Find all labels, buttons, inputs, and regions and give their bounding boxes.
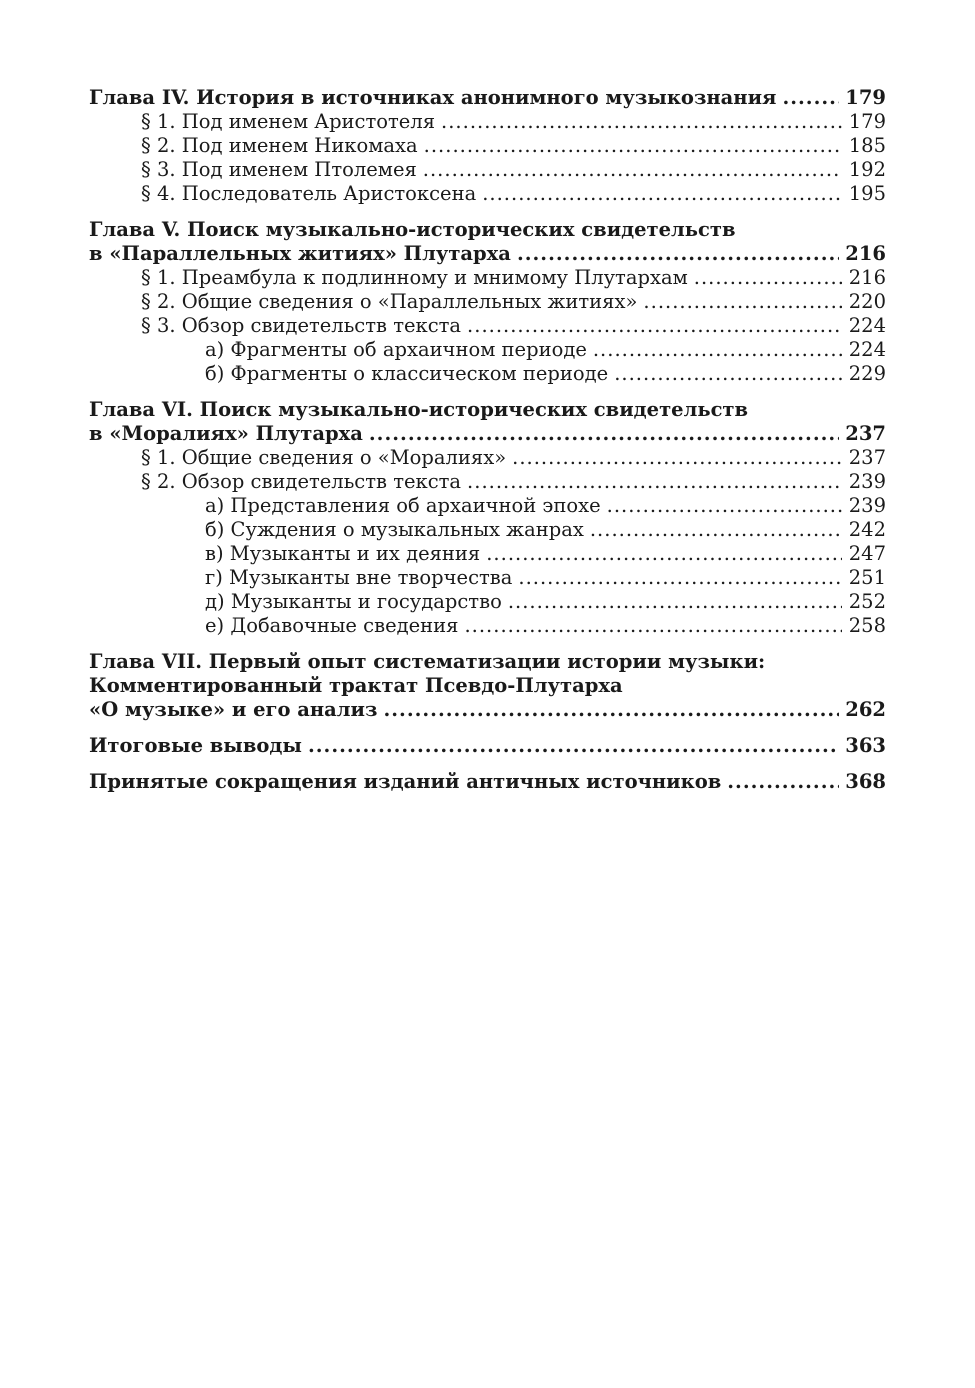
- section-entry: [89, 158, 886, 182]
- dot-leader: [607, 494, 842, 518]
- section-entry-title: § 2. Обзор свидетельств текста: [141, 470, 462, 493]
- page-number: 258: [848, 614, 886, 637]
- section-entry-title: § 3. Обзор свидетельств текста: [141, 314, 462, 337]
- dot-leader: [593, 338, 842, 362]
- subsection-entry-title: а) Представления об архаичной эпохе: [205, 494, 601, 517]
- subsection-entry: [89, 566, 886, 590]
- page-number: 185: [848, 134, 886, 157]
- dot-leader: [727, 770, 839, 794]
- chapter-title-line: Комментированный трактат Псевдо-Плутарха: [89, 674, 623, 697]
- chapter-title-line: Глава V. Поиск музыкально-исторических свидетельств: [89, 218, 736, 241]
- dot-leader: [508, 590, 842, 614]
- dot-leader: [424, 134, 842, 158]
- dot-leader: [369, 422, 839, 446]
- page-number: 262: [845, 698, 886, 721]
- dot-leader: [423, 158, 842, 182]
- page-number: 216: [848, 266, 886, 289]
- chapter-entry: [89, 242, 886, 266]
- page-number: 192: [848, 158, 886, 181]
- page-number: 237: [848, 446, 886, 469]
- subsection-entry-title: г) Музыканты вне творчества: [205, 566, 513, 589]
- subsection-entry-title: б) Фрагменты о классическом периоде: [205, 362, 609, 385]
- page-number: 179: [848, 110, 886, 133]
- chapter-title-line: Глава VII. Первый опыт систематизации истории музыки:: [89, 650, 766, 673]
- chapter-group: [89, 650, 886, 722]
- dot-leader: [643, 290, 842, 314]
- section-entry-title: § 1. Под именем Аристотеля: [141, 110, 436, 133]
- dot-leader: [467, 470, 842, 494]
- subsection-entry-title: б) Суждения о музыкальных жанрах: [205, 518, 584, 541]
- chapter-entry: [89, 770, 886, 794]
- dot-leader: [308, 734, 839, 758]
- dot-leader: [614, 362, 842, 386]
- subsection-entry: [89, 338, 886, 362]
- dot-leader: [441, 110, 842, 134]
- chapter-group: [89, 86, 886, 206]
- chapter-group: [89, 734, 886, 758]
- subsection-entry: [89, 494, 886, 518]
- section-entry-title: § 1. Общие сведения о «Моралиях»: [141, 446, 507, 469]
- section-entry: [89, 314, 886, 338]
- page-number: 220: [848, 290, 886, 313]
- chapter-entry-title: в «Параллельных житиях» Плутарха: [89, 242, 511, 265]
- page-number: 179: [845, 86, 886, 109]
- subsection-entry-title: е) Добавочные сведения: [205, 614, 459, 637]
- subsection-entry: [89, 542, 886, 566]
- dot-leader: [482, 182, 842, 206]
- chapter-entry-title: «О музыке» и его анализ: [89, 698, 378, 721]
- section-entry-title: § 2. Под именем Никомаха: [141, 134, 418, 157]
- page-number: 247: [848, 542, 886, 565]
- section-entry: [89, 446, 886, 470]
- chapter-entry: [89, 86, 886, 110]
- subsection-entry-title: а) Фрагменты об архаичном периоде: [205, 338, 587, 361]
- subsection-entry: [89, 590, 886, 614]
- page-number: 252: [848, 590, 886, 613]
- section-entry-title: § 3. Под именем Птолемея: [141, 158, 417, 181]
- chapter-group: [89, 218, 886, 386]
- section-entry: [89, 110, 886, 134]
- chapter-entry-title: в «Моралиях» Плутарха: [89, 422, 363, 445]
- dot-leader: [486, 542, 842, 566]
- section-entry: [89, 182, 886, 206]
- page-number: 239: [848, 470, 886, 493]
- page-number: 363: [845, 734, 886, 757]
- subsection-entry: [89, 518, 886, 542]
- section-entry-title: § 1. Преамбула к подлинному и мнимому Плутархам: [141, 266, 688, 289]
- section-entry-title: § 2. Общие сведения о «Параллельных житиях»: [141, 290, 638, 313]
- page-number: 216: [845, 242, 886, 265]
- page-number: 251: [848, 566, 886, 589]
- section-entry: [89, 290, 886, 314]
- dot-leader: [517, 242, 839, 266]
- page-number: 195: [848, 182, 886, 205]
- dot-leader: [590, 518, 842, 542]
- chapter-group: [89, 770, 886, 794]
- page-number: 224: [848, 338, 886, 361]
- chapter-title-line: Глава VI. Поиск музыкально-исторических свидетельств: [89, 398, 749, 421]
- section-entry: [89, 134, 886, 158]
- subsection-entry: [89, 362, 886, 386]
- chapter-entry: [89, 734, 886, 758]
- dot-leader: [467, 314, 842, 338]
- chapter-entry: [89, 422, 886, 446]
- subsection-entry-title: в) Музыканты и их деяния: [205, 542, 481, 565]
- dot-leader: [512, 446, 842, 470]
- subsection-entry: [89, 614, 886, 638]
- page-number: 239: [848, 494, 886, 517]
- page-number: 368: [845, 770, 886, 793]
- dot-leader: [782, 86, 839, 110]
- page-number: 224: [848, 314, 886, 337]
- page-number: 229: [848, 362, 886, 385]
- chapter-entry-title: Итоговые выводы: [89, 734, 302, 757]
- dot-leader: [383, 698, 839, 722]
- chapter-entry-title: Глава IV. История в источниках анонимного музыкознания: [89, 86, 777, 109]
- dot-leader: [464, 614, 842, 638]
- dot-leader: [694, 266, 842, 290]
- page-number: 242: [848, 518, 886, 541]
- table-of-contents: [89, 86, 886, 806]
- section-entry: [89, 470, 886, 494]
- section-entry-title: § 4. Последователь Аристоксена: [141, 182, 477, 205]
- page-number: 237: [845, 422, 886, 445]
- section-entry: [89, 266, 886, 290]
- subsection-entry-title: д) Музыканты и государство: [205, 590, 502, 613]
- chapter-group: [89, 398, 886, 638]
- chapter-entry-title: Принятые сокращения изданий античных источников: [89, 770, 722, 793]
- chapter-entry: [89, 698, 886, 722]
- dot-leader: [518, 566, 842, 590]
